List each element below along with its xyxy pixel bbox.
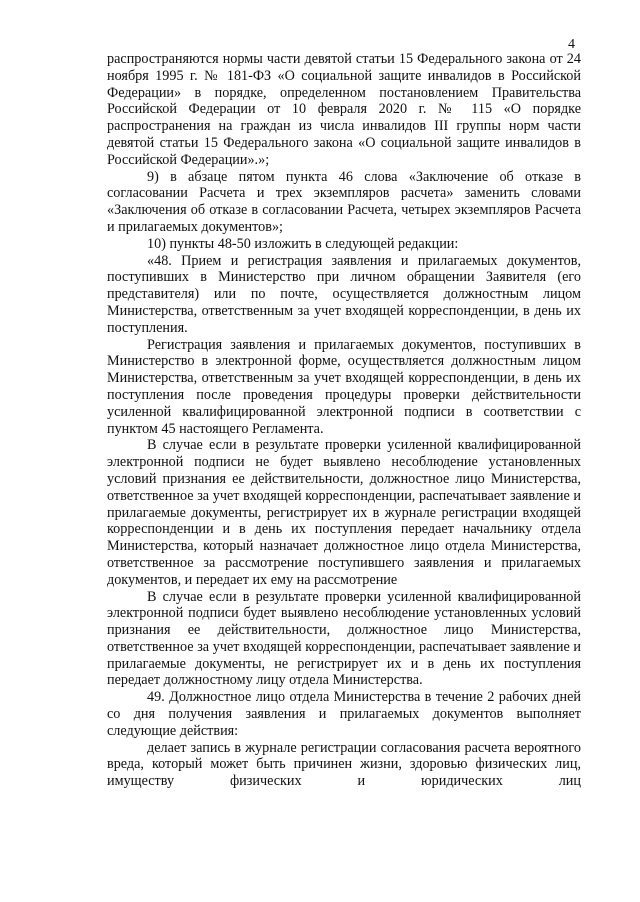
paragraph-point-48: «48. Прием и регистрация заявления и прилагаемых документов, поступивших в Министерство при личном обращении Заявителя (его представителя) или по почте, осуществляется должностным лицом Министерства, ответственным за учет входящей корреспонденции, в день их поступления. bbox=[107, 252, 581, 336]
paragraph-point-49: 49. Должностное лицо отдела Министерства в течение 2 рабочих дней со дня получения заявления и прилагаемых документов выполняет следующие действия: bbox=[107, 689, 581, 739]
paragraph-item-9: 9) в абзаце пятом пункта 46 слова «Заключение об отказе в согласовании Расчета и трех экземпляров расчета» заменить словами «Заключения об отказе в согласовании Расчета, четырех экземпляров Расчета и прилагаемых документов»; bbox=[107, 168, 581, 235]
paragraph-journal-record: делает запись в журнале регистрации согласования расчета вероятного вреда, который может быть причинен жизни, здоровью физических лиц, имуществу физических и юридических лиц bbox=[107, 739, 581, 790]
paragraph-signature-invalid: В случае если в результате проверки усиленной квалифицированной электронной подписи будет выявлено несоблюдение установленных условий признания ее действительности, должностное лицо Министерства, ответственное за учет входящей корреспонденции, распечатывает заявление и прилагаемые документы, не регистрирует их и в день их поступления передает должностному лицу отдела Министерства. bbox=[107, 588, 581, 689]
page-number: 4 bbox=[568, 37, 575, 52]
paragraph-item-10: 10) пункты 48-50 изложить в следующей редакции: bbox=[147, 235, 459, 252]
paragraph-electronic-registration: Регистрация заявления и прилагаемых документов, поступивших в Министерство в электронной форме, осуществляется должностным лицом Министерства, ответственным за учет входящей корреспонденции, в день их поступления после проведения процедуры проверки действительности усиленной квалифицированной электронной подписи в соответствии с пунктом 45 настоящего Регламента. bbox=[107, 336, 581, 437]
paragraph-signature-valid: В случае если в результате проверки усиленной квалифицированной электронной подписи не будет выявлено несоблюдение установленных условий признания ее действительности, должностное лицо Министерства, ответственное за учет входящей корреспонденции, распечатывает заявление и прилагаемые документы, регистрирует их в журнале регистрации входящей корреспонденции и в день их поступления передает начальнику отдела Министерства, который назначает должностное лицо отдела Министерства, ответственное за рассмотрение поступившего заявления и прилагаемых документов, и передает их ему на рассмотрение bbox=[107, 437, 581, 588]
paragraph-continuation: распространяются нормы части девятой статьи 15 Федерального закона от 24 ноября 1995 г. № 181-ФЗ «О социальной защите инвалидов в Российской Федерации» в порядке, определенном постановлением Правительства Российской Федерации от 10 февраля 2020 г. № 115 «О порядке распространения на граждан из числа инвалидов III группы норм части девятой статьи 15 Федерального закона «О социальной защите инвалидов в Российской Федерации».»; bbox=[107, 51, 581, 168]
document-body bbox=[107, 51, 581, 790]
